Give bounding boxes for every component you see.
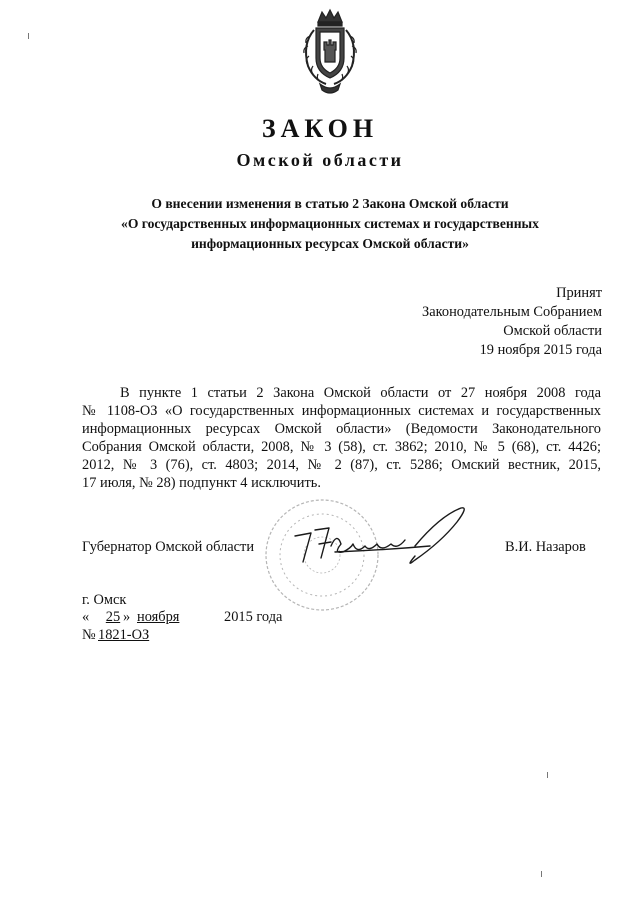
body-line-2: № 1108-ОЗ «О государственных информационных системах и государственных — [82, 403, 601, 419]
body-line-3: информационных ресурсах Омской области» (Ведомости Законодательного — [82, 421, 601, 437]
signatory-position: Губернатор Омской области — [82, 539, 255, 555]
adoption-line-2: Законодательным Собранием — [422, 304, 602, 320]
scan-mark — [541, 871, 542, 877]
city: г. Омск — [82, 592, 127, 608]
document-title: ЗАКОН — [261, 114, 379, 143]
date-month: ноября — [137, 609, 180, 625]
body-line-5: 2012, № 3 (76), ст. 4803; 2014, № 2 (87), ст. 5286; Омский вестник, 2015, — [82, 457, 601, 473]
scan-mark — [547, 772, 548, 778]
document-region: Омской области — [236, 150, 404, 170]
subject-line-2: «О государственных информационных системах и государственных — [121, 216, 539, 231]
handwritten-signature-icon — [265, 500, 465, 580]
date-day: 25 — [105, 609, 121, 625]
body-line-4: Собрания Омской области, 2008, № 3 (58), ст. 3862; 2010, № 5 (68), ст. 4426; — [82, 439, 601, 455]
law-number: 1821-ОЗ — [98, 627, 150, 643]
date-day-close-quote: » — [123, 609, 131, 625]
signatory-name: В.И. Назаров — [505, 539, 586, 555]
coat-of-arms-icon — [296, 8, 364, 96]
adoption-line-3: Омской области — [503, 323, 602, 339]
adoption-date: 19 ноября 2015 года — [479, 342, 602, 358]
adoption-line-1: Принят — [556, 285, 602, 301]
date-day-open-quote: « — [82, 609, 90, 625]
subject-line-1: О внесении изменения в статью 2 Закона Омской области — [151, 196, 509, 211]
law-number-prefix: № — [82, 627, 96, 643]
date-year: 2015 года — [224, 609, 283, 625]
scan-mark — [28, 33, 29, 39]
subject-line-3: информационных ресурсах Омской области» — [191, 236, 469, 251]
body-line-6: 17 июля, № 28) подпункт 4 исключить. — [82, 475, 321, 491]
body-line-1: В пункте 1 статьи 2 Закона Омской области от 27 ноября 2008 года — [120, 385, 601, 401]
